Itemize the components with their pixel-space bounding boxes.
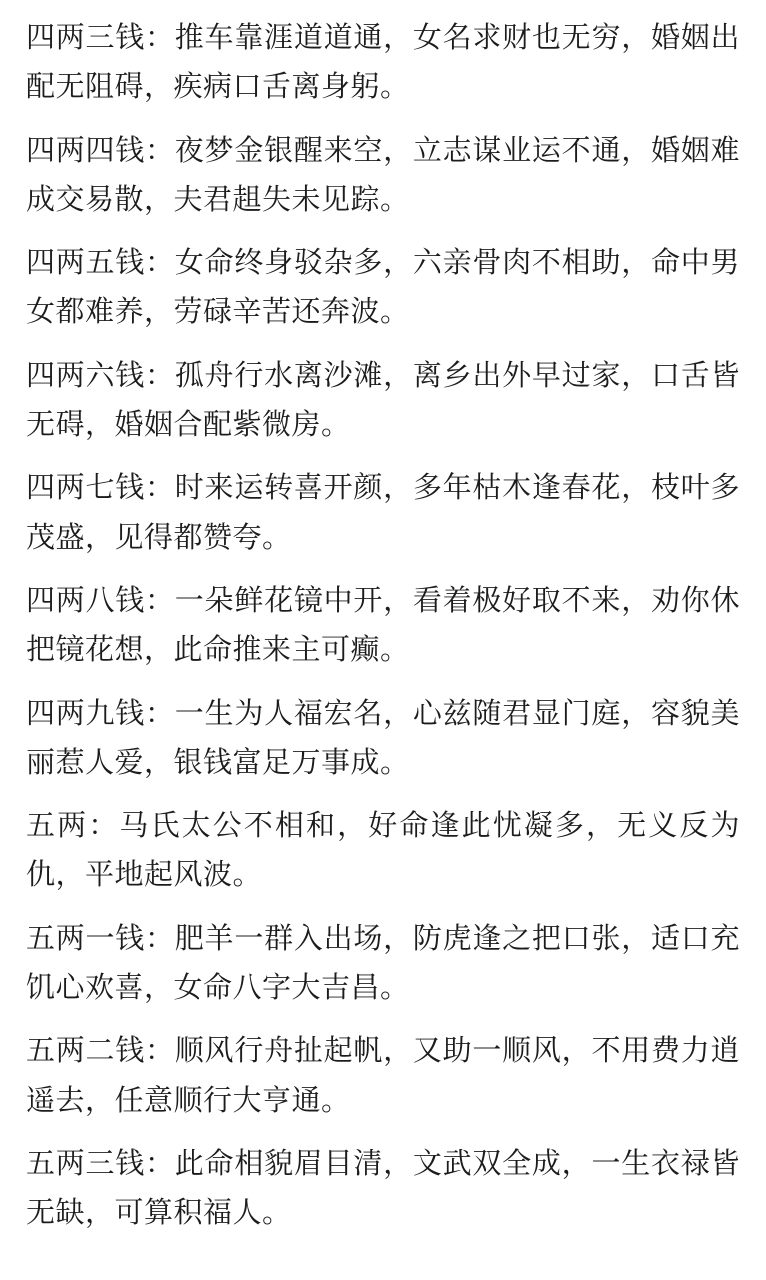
text-entry: 四两三钱：推车靠涯道道通，女名求财也无穷，婚姻出配无阻碍，疾病口舌离身躬。: [26, 22, 740, 104]
text-entry: 五两三钱：此命相貌眉目清，文武双全成，一生衣禄皆无缺，可算积福人。: [26, 1147, 740, 1230]
text-entry: 五两：马氏太公不相和，好命逢此忧凝多，无义反为仇，平地起风波。: [26, 810, 740, 892]
text-entry: 四两五钱：女命终身驳杂多，六亲骨肉不相助，命中男女都难养，劳碌辛苦还奔波。: [26, 247, 740, 329]
text-entry: 四两六钱：孤舟行水离沙滩，离乡出外早过家，口舌皆无碍，婚姻合配紫微房。: [26, 359, 740, 442]
text-entry: 五两二钱：顺风行舟扯起帆，又助一顺风，不用费力逍遥去，任意顺行大亨通。: [26, 1035, 740, 1117]
text-entry: 四两七钱：时来运转喜开颜，多年枯木逢春花，枝叶多茂盛，见得都赞夸。: [26, 472, 740, 554]
text-entry: 四两八钱：一朵鲜花镜中开，看着极好取不来，劝你休把镜花想，此命推来主可癫。: [26, 584, 740, 667]
text-entry: 四两九钱：一生为人福宏名，心兹随君显门庭，容貌美丽惹人爱，银钱富足万事成。: [26, 697, 740, 779]
text-entry: 五两一钱：肥羊一群入出场，防虎逢之把口张，适口充饥心欢喜，女命八字大吉昌。: [26, 922, 740, 1005]
text-entry: 四两四钱：夜梦金银醒来空，立志谋业运不通，婚姻难成交易散，夫君趄失未见踪。: [26, 134, 740, 216]
